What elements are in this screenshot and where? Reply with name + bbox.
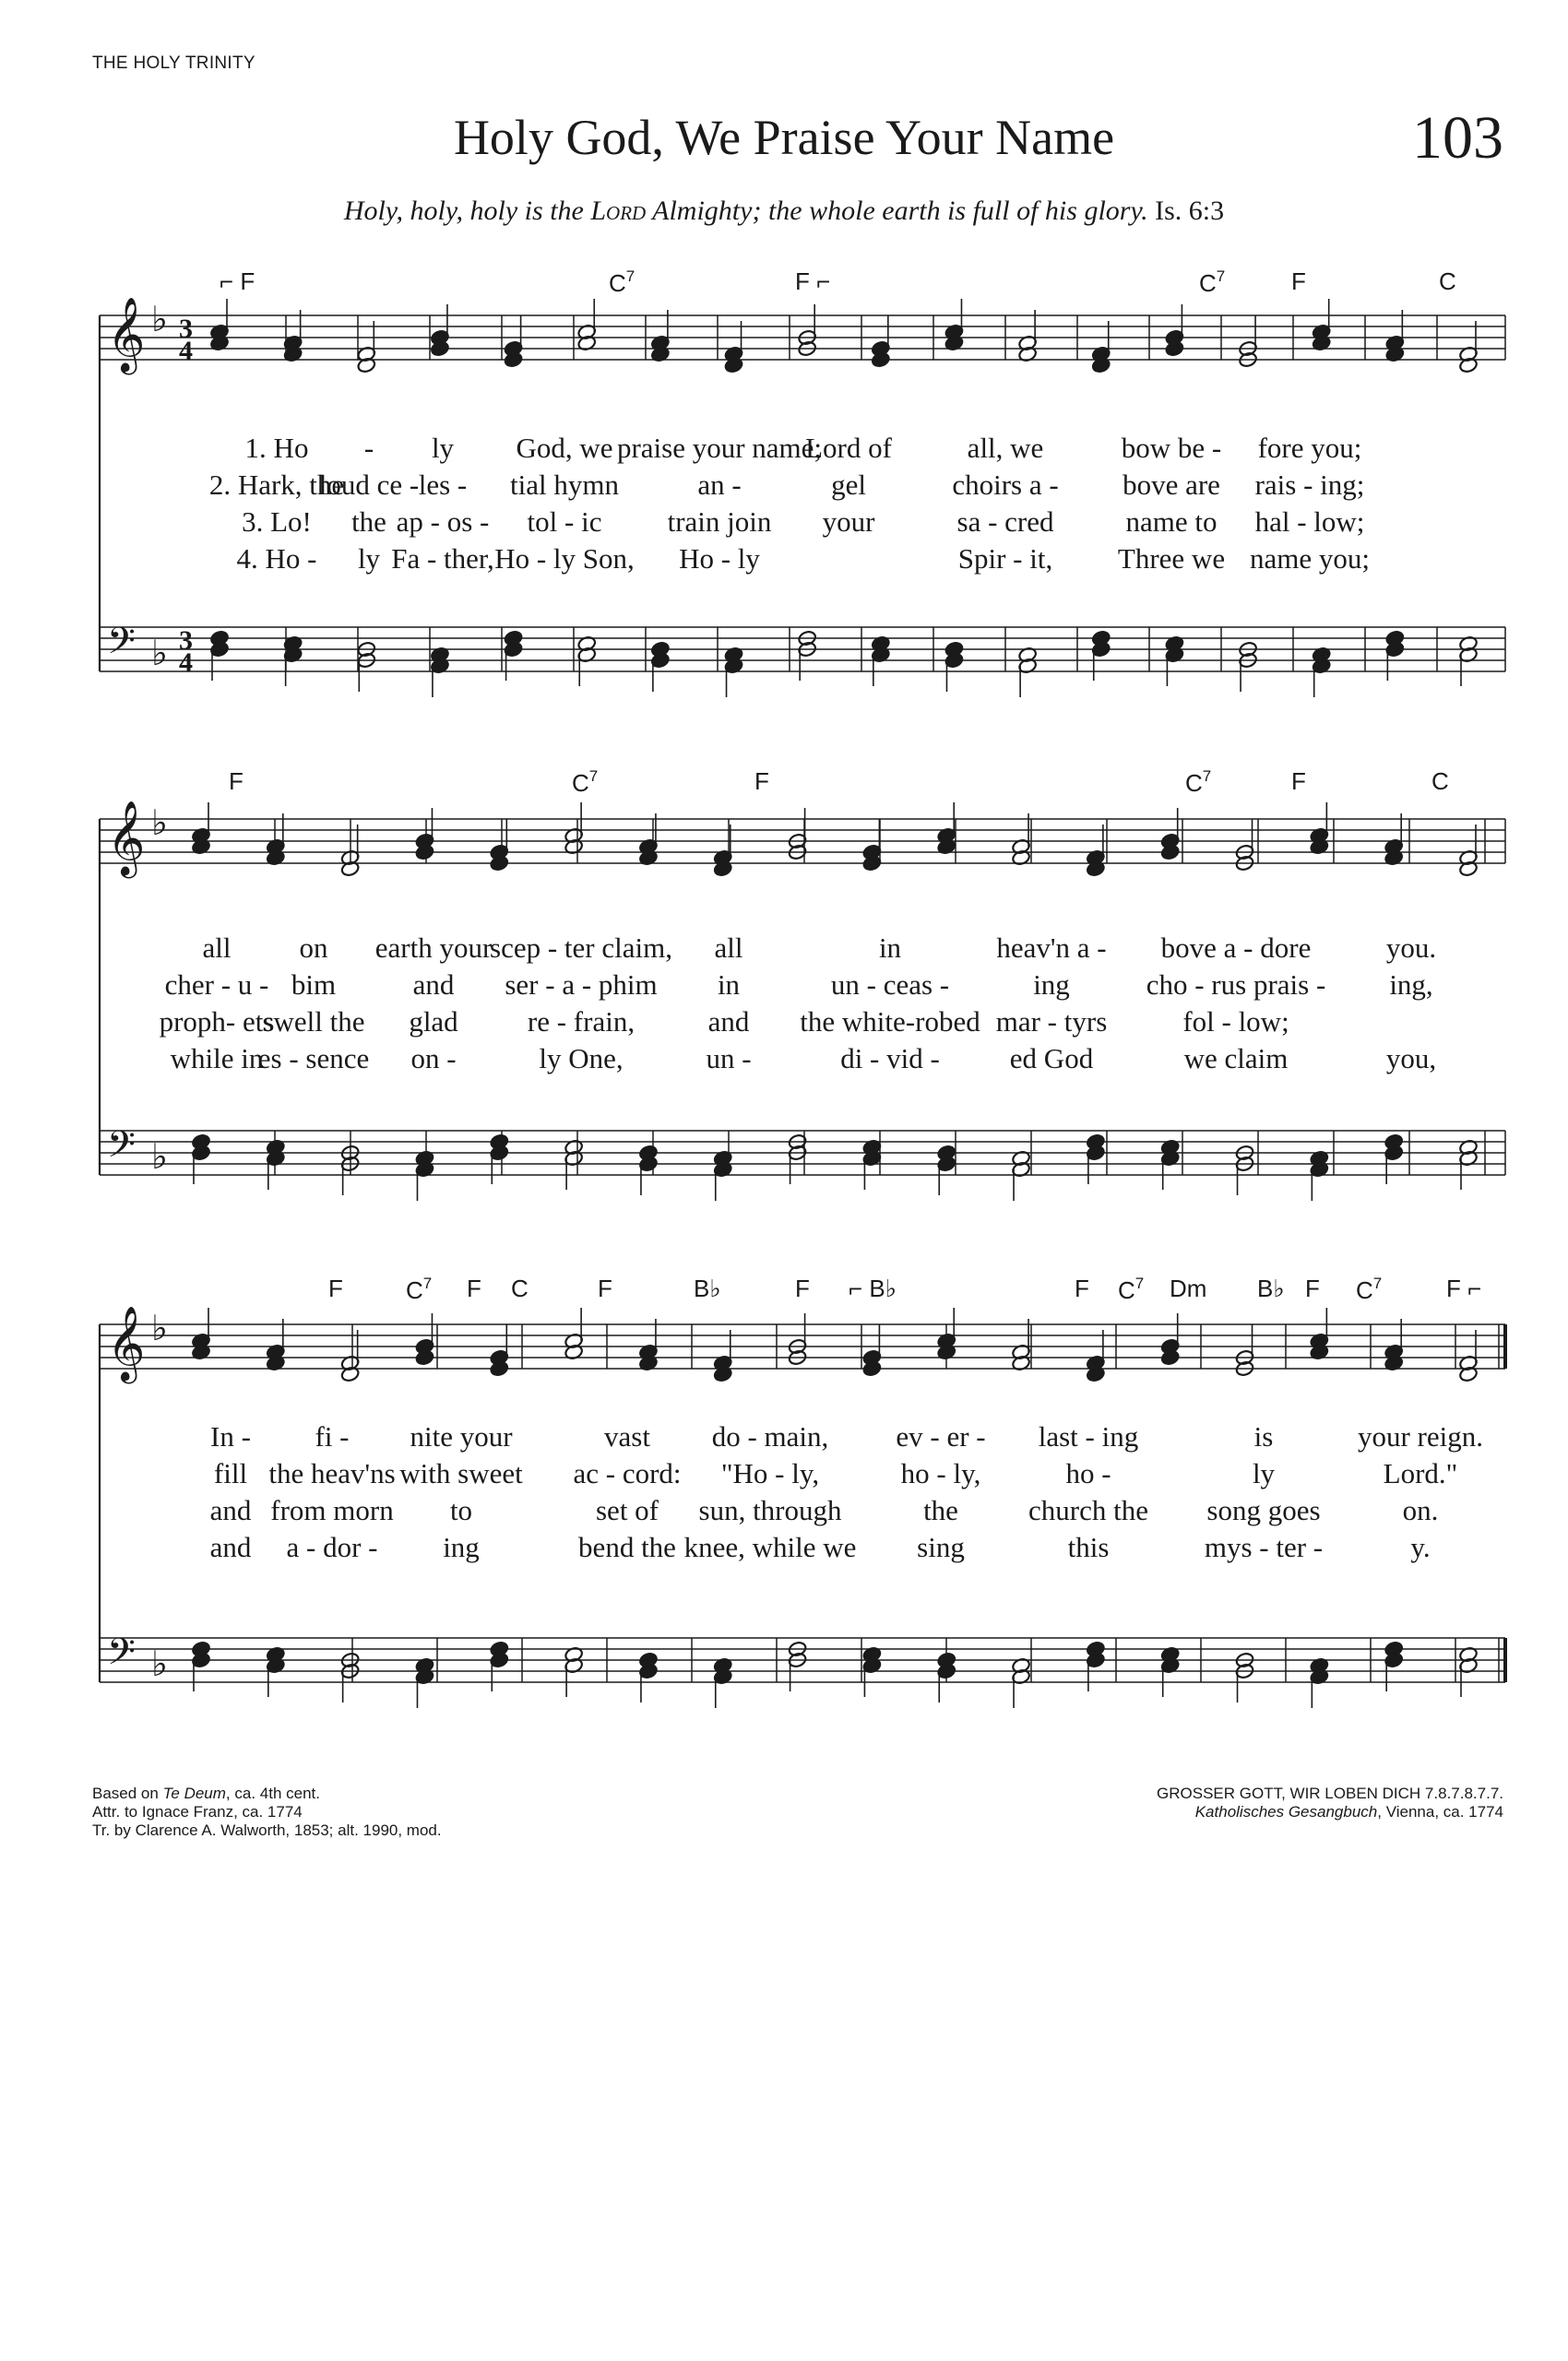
lyric-syllable: name to — [1125, 505, 1218, 538]
lyric-syllable: ho - — [1065, 1457, 1111, 1489]
lyric-syllable: song goes — [1206, 1494, 1321, 1526]
lyric-line — [0, 931, 1568, 968]
treble-clef-icon: 𝄞 — [107, 1305, 146, 1381]
lyric-syllable: di - vid - — [840, 1042, 940, 1074]
lyric-syllable: Lord of — [805, 432, 892, 464]
lyric-syllable: re - frain, — [527, 1005, 636, 1038]
lyric-syllable: tial hymn — [510, 469, 619, 501]
time-signature-top: 3 — [179, 625, 193, 656]
chord-symbol: ⌐ B♭ — [849, 1275, 897, 1302]
chord-symbol: ⌐ F — [220, 267, 255, 295]
lyric-syllable: bove are — [1123, 469, 1220, 501]
lyric-syllable: Three we — [1117, 542, 1226, 575]
lyric-syllable: - — [363, 432, 374, 464]
lyric-syllable: name you; — [1250, 542, 1370, 575]
chord-symbol: F — [1291, 767, 1306, 795]
lyric-syllable: 2. Hark, the — [208, 469, 345, 501]
lyric-line — [0, 1457, 1568, 1494]
lyric-syllable: on — [299, 931, 328, 964]
lyric-syllable: ser - a - phim — [505, 968, 658, 1001]
lyric-syllable: set of — [595, 1494, 659, 1526]
hymn-number: 103 — [1412, 104, 1503, 172]
lyric-syllable: ly — [357, 542, 381, 575]
lyric-syllable: ing — [1033, 968, 1070, 1001]
lyric-line — [0, 542, 1568, 579]
lyric-line — [0, 1420, 1568, 1457]
chord-symbol: $C^7$ — [609, 267, 636, 297]
lyric-syllable: un - ceas - — [830, 968, 950, 1001]
lyric-syllable: Ho - ly Son, — [494, 542, 635, 575]
chord-symbol: $C^7$ — [572, 767, 599, 797]
lyric-syllable: un - — [706, 1042, 752, 1074]
lyric-syllable: church the — [1028, 1494, 1148, 1526]
lyric-syllable: in — [717, 968, 741, 1001]
credit-attribution: Attr. to Ignace Franz, ca. 1774 — [92, 1803, 303, 1821]
epigraph-lord: Lord — [590, 196, 647, 226]
key-signature-flat-icon: ♭ — [151, 1136, 168, 1177]
chord-symbol: $C^7$ — [1356, 1275, 1383, 1304]
lyric-syllable: from morn — [270, 1494, 394, 1526]
bass-clef-icon: 𝄢 — [107, 1631, 136, 1682]
bass-clef-icon: 𝄢 — [107, 620, 136, 671]
time-signature-top: 3 — [179, 314, 193, 344]
lyric-syllable: Lord." — [1383, 1457, 1458, 1489]
lyric-syllable: mar - tyrs — [995, 1005, 1108, 1038]
lyric-syllable: train join — [667, 505, 772, 538]
lyric-syllable: praise your name; — [616, 432, 823, 464]
lyric-syllable: God, we — [516, 432, 613, 464]
lyric-syllable: rais - ing; — [1254, 469, 1365, 501]
lyric-syllable: this — [1067, 1531, 1110, 1563]
lyric-syllable: ho - ly, — [900, 1457, 981, 1489]
lyric-syllable: you. — [1385, 931, 1437, 964]
chord-symbol: F — [598, 1275, 612, 1302]
lyric-syllable: bim — [291, 968, 337, 1001]
lyric-syllable: all, we — [967, 432, 1044, 464]
lyric-syllable: 1. Ho — [244, 432, 309, 464]
lyric-syllable: Spir - it, — [957, 542, 1053, 575]
lyric-syllable: ing, — [1389, 968, 1433, 1001]
chord-symbol: C — [511, 1275, 529, 1302]
lyric-syllable: and — [209, 1494, 252, 1526]
lyric-syllable: and — [707, 1005, 750, 1038]
lyric-syllable: es - sence — [257, 1042, 370, 1074]
lyric-line — [0, 469, 1568, 505]
key-signature-flat-icon: ♭ — [151, 1308, 168, 1348]
lyric-syllable: swell the — [262, 1005, 365, 1038]
lyric-syllable: les - — [418, 469, 468, 501]
chord-symbol: F — [795, 1275, 810, 1302]
lyric-syllable: on - — [410, 1042, 457, 1074]
lyric-syllable: a - dor - — [286, 1531, 378, 1563]
lyric-syllable: In - — [210, 1420, 251, 1453]
lyric-syllable: last - ing — [1038, 1420, 1139, 1453]
lyric-syllable: sing — [917, 1531, 965, 1563]
lyric-syllable: sa - cred — [956, 505, 1054, 538]
credit-translation: Tr. by Clarence A. Walworth, 1853; alt. 1990, mod. — [92, 1821, 442, 1839]
lyric-syllable: earth your — [374, 931, 493, 964]
lyric-syllable: you, — [1385, 1042, 1437, 1074]
treble-clef-icon: 𝄞 — [107, 800, 146, 875]
lyric-line — [0, 505, 1568, 542]
time-signature-bottom: 4 — [179, 647, 193, 678]
chord-symbol: F — [328, 1275, 343, 1302]
epigraph-quote-a: Holy, holy, holy is the — [343, 196, 591, 226]
treble-clef-icon: 𝄞 — [107, 296, 146, 372]
lyric-syllable: ac - cord: — [573, 1457, 682, 1489]
chord-symbol: F ⌐ — [1446, 1275, 1482, 1302]
lyric-syllable: an - — [697, 469, 742, 501]
lyric-syllable: ap - os - — [396, 505, 490, 538]
lyric-syllable: ly — [431, 432, 455, 464]
lyric-syllable: your — [822, 505, 875, 538]
lyric-syllable: Ho - ly — [679, 542, 760, 575]
lyric-syllable: the — [923, 1494, 958, 1526]
chord-symbol: F — [467, 1275, 481, 1302]
chord-symbol: F — [1075, 1275, 1089, 1302]
lyric-syllable: the heav'ns — [268, 1457, 396, 1489]
lyric-line — [0, 432, 1568, 469]
lyric-syllable: cho - rus prais - — [1146, 968, 1326, 1001]
lyric-syllable: in — [878, 931, 902, 964]
lyric-syllable: all — [202, 931, 232, 964]
lyric-syllable: with sweet — [399, 1457, 523, 1489]
lyric-syllable: mys - ter - — [1204, 1531, 1324, 1563]
lyric-syllable: sun, through — [698, 1494, 842, 1526]
lyric-syllable: your reign. — [1357, 1420, 1484, 1453]
lyric-syllable: "Ho - ly, — [720, 1457, 820, 1489]
hymn-title: Holy God, We Praise Your Name — [453, 110, 1115, 165]
lyric-syllable: bow be - — [1121, 432, 1222, 464]
chord-symbol: $C^7$ — [1185, 767, 1212, 797]
lyric-syllable: hal - low; — [1254, 505, 1365, 538]
lyric-syllable: the — [351, 505, 386, 538]
lyric-syllable: the white-robed — [800, 1005, 980, 1038]
chord-symbol: $C^7$ — [1118, 1275, 1145, 1304]
lyric-syllable: y. — [1410, 1531, 1431, 1563]
chord-symbol: Dm — [1170, 1275, 1207, 1302]
lyric-syllable: fol - low; — [1182, 1005, 1289, 1038]
credits-right — [1157, 1785, 1503, 1821]
lyric-syllable: knee, while we — [683, 1531, 857, 1563]
lyric-syllable: ed God — [1009, 1042, 1094, 1074]
lyric-syllable: tol - ic — [527, 505, 602, 538]
chord-symbol: F — [754, 767, 769, 795]
lyric-syllable: gel — [831, 469, 866, 501]
lyric-syllable: loud ce - — [318, 469, 420, 501]
lyric-syllable: heav'n a - — [996, 931, 1107, 964]
lyric-line — [0, 1005, 1568, 1042]
chord-symbol: F ⌐ — [795, 267, 831, 295]
key-signature-flat-icon: ♭ — [151, 633, 168, 673]
lyric-syllable: ly One, — [539, 1042, 624, 1074]
bass-clef-icon: 𝄢 — [107, 1123, 136, 1175]
chord-symbol: B♭ — [694, 1275, 721, 1302]
lyric-syllable: do - main, — [711, 1420, 829, 1453]
lyric-syllable: nite your — [410, 1420, 513, 1453]
lyric-syllable: Fa - ther, — [391, 542, 494, 575]
key-signature-flat-icon: ♭ — [151, 299, 168, 339]
lyric-syllable: fill — [213, 1457, 248, 1489]
key-signature-flat-icon: ♭ — [151, 1643, 168, 1684]
chord-symbol: C — [1439, 267, 1456, 295]
lyric-syllable: ev - er - — [896, 1420, 986, 1453]
lyric-syllable: vast — [604, 1420, 650, 1453]
chord-symbol: C — [1431, 767, 1449, 795]
credit-source: Based on Te Deum, ca. 4th cent. — [92, 1785, 320, 1802]
credit-tune-source: Katholisches Gesangbuch, Vienna, ca. 1774 — [1194, 1803, 1503, 1821]
lyric-syllable: we claim — [1183, 1042, 1289, 1074]
key-signature-flat-icon: ♭ — [151, 802, 168, 843]
lyric-line — [0, 1531, 1568, 1568]
lyric-syllable: choirs a - — [952, 469, 1059, 501]
lyric-line — [0, 1042, 1568, 1079]
lyric-syllable: bove a - dore — [1160, 931, 1312, 964]
lyric-syllable: all — [714, 931, 743, 964]
epigraph-reference: Is. 6:3 — [1155, 196, 1225, 226]
lyric-syllable: proph- ets — [159, 1005, 275, 1038]
lyric-syllable: to — [449, 1494, 473, 1526]
time-signature-bottom: 4 — [179, 336, 193, 366]
lyric-syllable: scep - ter claim, — [490, 931, 672, 964]
credits-left — [92, 1785, 442, 1840]
lyric-syllable: glad — [409, 1005, 458, 1038]
lyric-syllable: 4. Ho - — [236, 542, 317, 575]
lyric-line — [0, 1494, 1568, 1531]
lyric-syllable: fi - — [315, 1420, 350, 1453]
lyric-syllable: cher - u - — [164, 968, 269, 1001]
epigraph-quote-b: Almighty; the whole earth is full of his glory. — [646, 196, 1148, 226]
chord-symbol: F — [1305, 1275, 1320, 1302]
lyric-line — [0, 968, 1568, 1005]
lyric-syllable: 3. Lo! — [242, 505, 312, 538]
section-label: THE HOLY TRINITY — [92, 53, 255, 73]
lyric-syllable: is — [1253, 1420, 1274, 1453]
lyric-syllable: and — [209, 1531, 252, 1563]
chord-symbol: B♭ — [1257, 1275, 1285, 1302]
chord-symbol: F — [229, 767, 244, 795]
chord-symbol: $C^7$ — [1199, 267, 1226, 297]
lyric-syllable: ly — [1252, 1457, 1276, 1489]
lyric-syllable: while in — [170, 1042, 264, 1074]
chord-symbol: $C^7$ — [406, 1275, 433, 1304]
lyric-syllable: ing — [443, 1531, 480, 1563]
lyric-syllable: on. — [1402, 1494, 1439, 1526]
lyric-syllable: and — [412, 968, 455, 1001]
credit-tune-name: GROSSER GOTT, WIR LOBEN DICH 7.8.7.8.7.7. — [1157, 1785, 1503, 1802]
chord-symbol: F — [1291, 267, 1306, 295]
lyric-syllable: fore you; — [1257, 432, 1362, 464]
lyric-syllable: bend the — [578, 1531, 676, 1563]
